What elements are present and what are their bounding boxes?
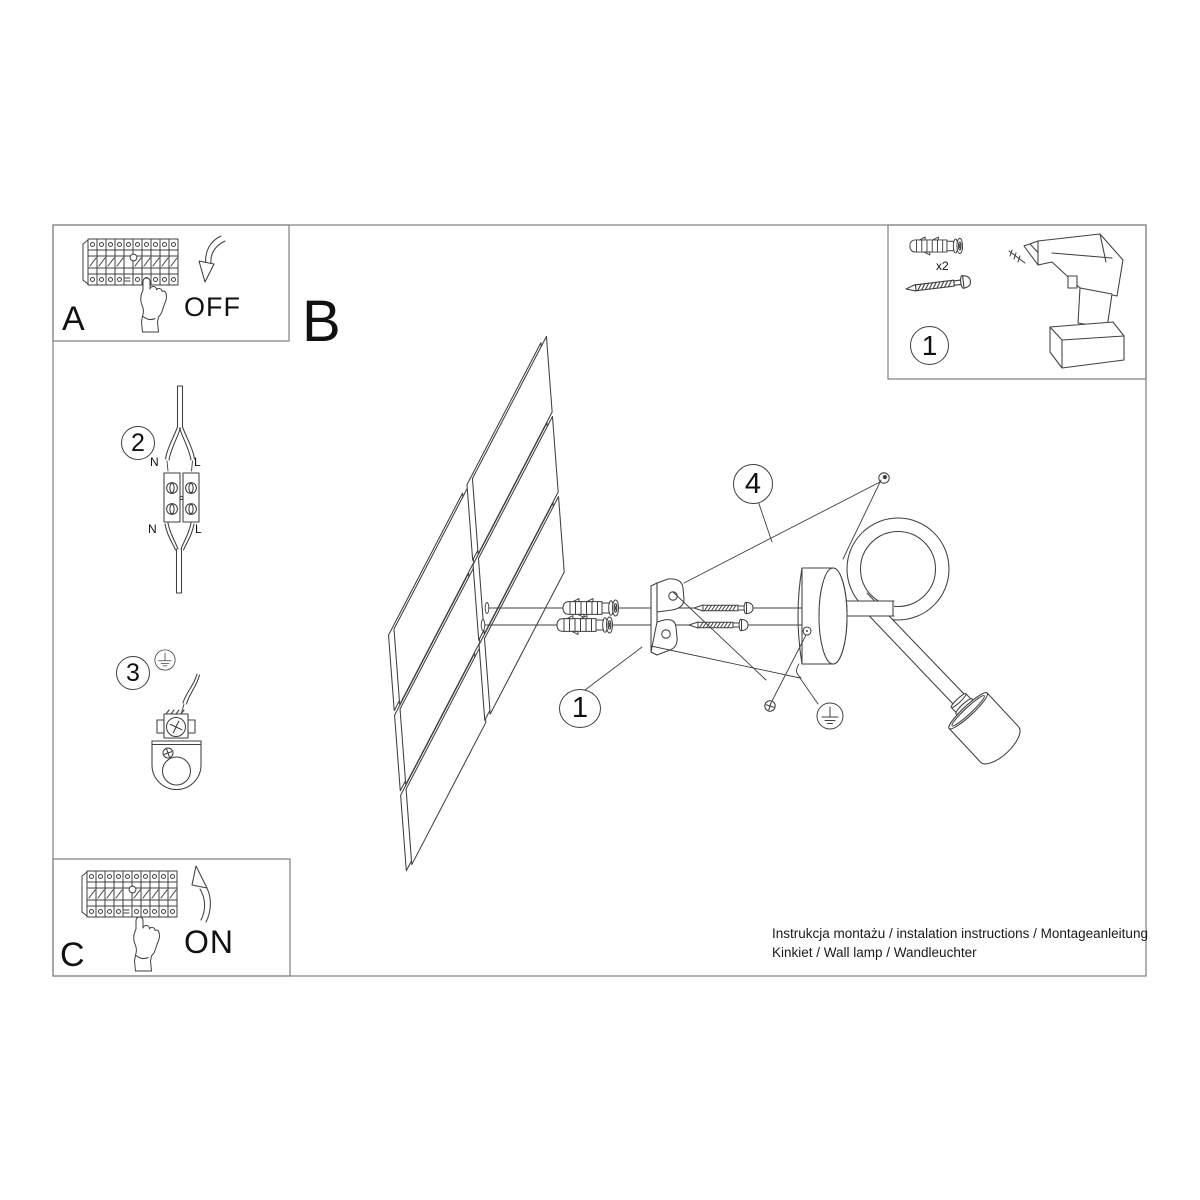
footer-line-1: Instrukcja montażu / instalation instructions / Montageanleitung bbox=[772, 926, 1148, 941]
footer-text bbox=[772, 924, 1148, 962]
step-2-badge: 2 bbox=[121, 426, 155, 460]
wall-drawing bbox=[389, 333, 565, 875]
ground-terminal-diagram bbox=[152, 650, 201, 790]
arrow-down-icon bbox=[199, 236, 225, 282]
wall-plug-icon bbox=[910, 237, 963, 255]
section-b-letter: B bbox=[302, 289, 341, 354]
ground-symbol-icon bbox=[817, 703, 843, 729]
fixing-screw-bottom-icon bbox=[763, 699, 776, 712]
mounting-screw-upper bbox=[694, 602, 753, 614]
drill-icon bbox=[1009, 234, 1124, 368]
screw-icon bbox=[905, 275, 971, 296]
terminal-l-top-label: L bbox=[194, 455, 201, 469]
wall-plug-upper bbox=[563, 599, 619, 618]
panel-c-letter: C bbox=[60, 936, 85, 974]
ground-symbol-icon bbox=[155, 650, 175, 670]
screws-4-badge: 4 bbox=[733, 464, 773, 504]
step-3-badge: 3 bbox=[116, 656, 150, 690]
terminal-n-top-label: N bbox=[150, 455, 159, 469]
arrow-up-icon bbox=[192, 866, 210, 922]
tools-1-badge: 1 bbox=[910, 326, 949, 365]
wiring-diagram bbox=[164, 386, 199, 593]
anchors-1-badge: 1 bbox=[559, 689, 601, 728]
wall-plug-lower bbox=[557, 616, 613, 635]
on-label: ON bbox=[184, 924, 234, 960]
terminal-n-bottom-label: N bbox=[148, 522, 157, 536]
terminal-l-bottom-label: L bbox=[195, 522, 202, 536]
mounting-bracket-drawing bbox=[651, 579, 684, 655]
off-label: OFF bbox=[184, 292, 241, 322]
footer-line-2: Kinkiet / Wall lamp / Wandleuchter bbox=[772, 945, 977, 960]
panel-a-letter: A bbox=[62, 300, 85, 338]
main-frame bbox=[53, 225, 1146, 976]
wall-lamp-drawing bbox=[797, 518, 1027, 770]
frames bbox=[53, 225, 1146, 976]
plug-quantity-label: x2 bbox=[936, 259, 949, 273]
mounting-screw-lower bbox=[689, 619, 748, 631]
